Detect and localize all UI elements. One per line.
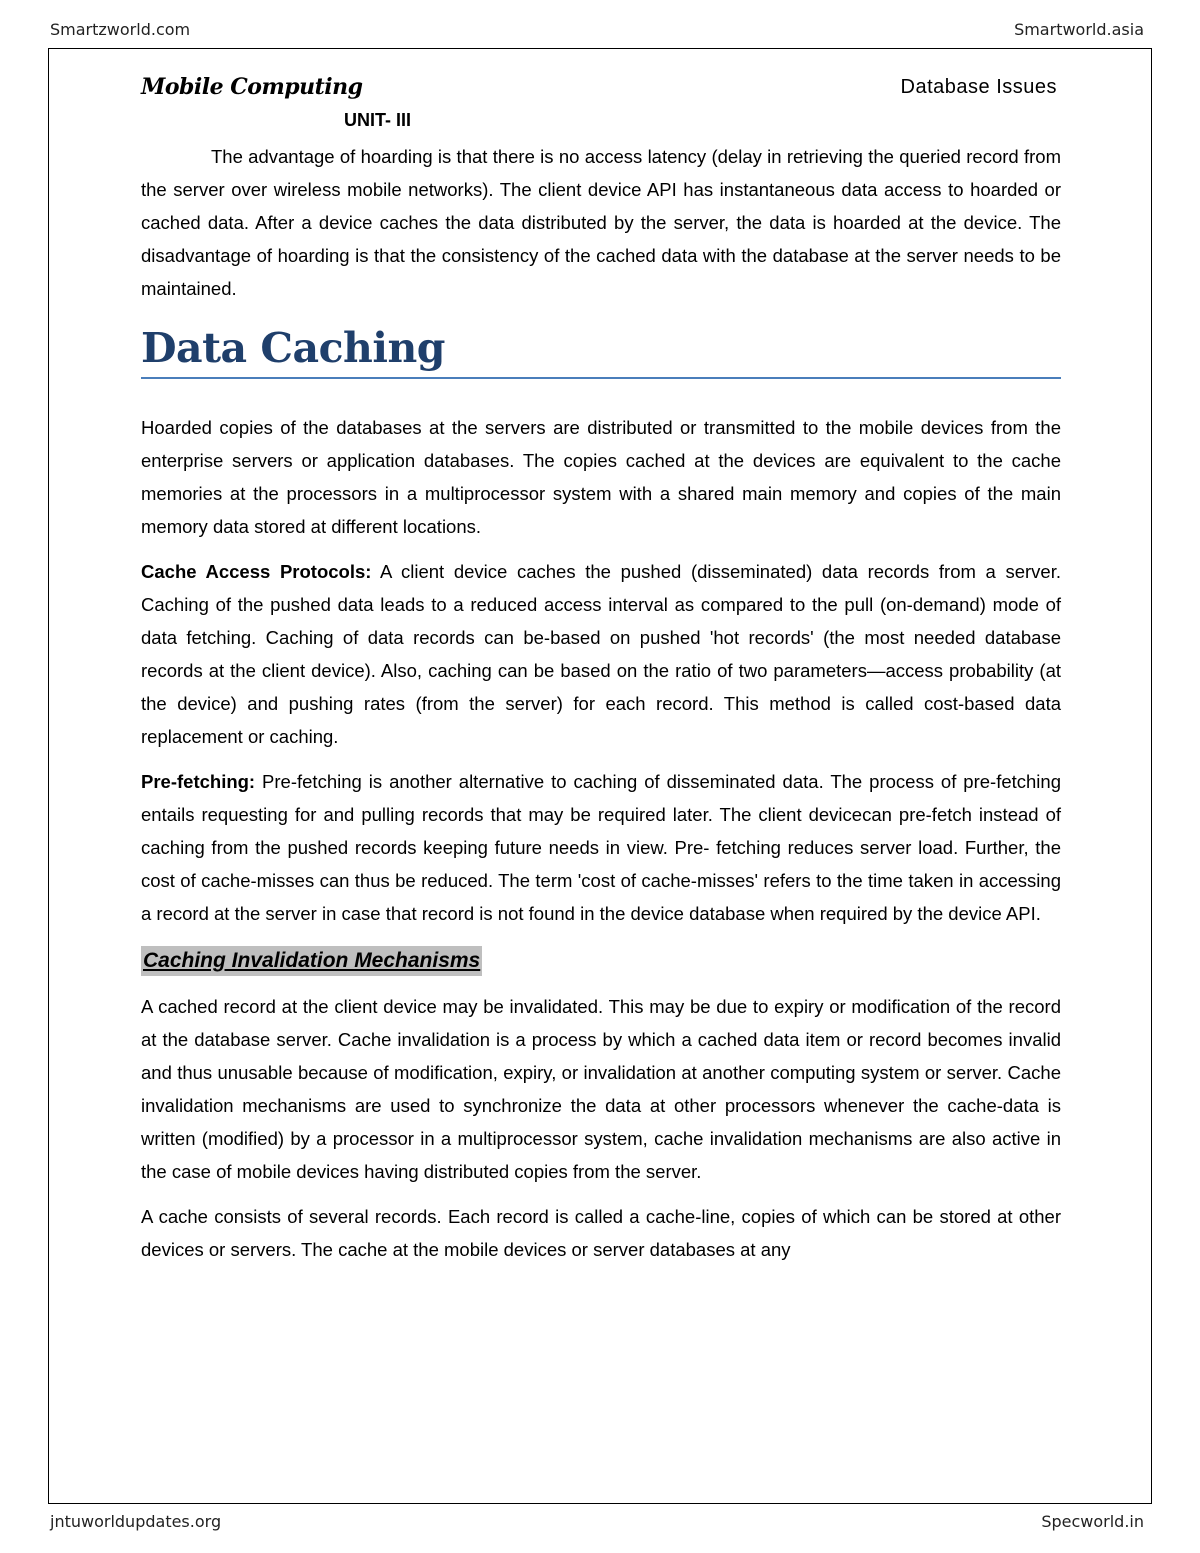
prefetching-text: Pre-fetching is another alternative to caching of disseminated data. The process of pre-fetching entails requesting for and pulling records that may be required later. The client devicecan pre-fetch instead of caching from the pushed records keeping future needs in view. Pre- fetching reduces server load. Further, the cost of cache-misses can thus be reduced. The term 'cost of cache-misses' refers to the time taken in accessing a record at the server in case that record is not found in the device database when required by the device API.: [141, 771, 1061, 924]
intro-paragraph: The advantage of hoarding is that there is no access latency (delay in retrieving the queried record from the server over wireless mobile networks). The client device API has instantaneous data access to hoarded or cached data. After a device caches the data distributed by the server, the data is hoarded at the device. The disadvantage of hoarding is that the consistency of the cached data with the database at the server needs to be maintained.: [141, 146, 1061, 299]
cache-line-paragraph: A cache consists of several records. Each record is called a cache-line, copies of which can be stored at other devices or servers. The cache at the mobile devices or server databases at any: [141, 1206, 1061, 1260]
unit-label: UNIT- III: [344, 110, 411, 130]
invalidation-paragraph: A cached record at the client device may be invalidated. This may be due to expiry or modification of the record at the database server. Cache invalidation is a process by which a cached data item or record becomes invalid and thus unusable because of modification, expiry, or invalidation at another computing system or server. Cache invalidation mechanisms are used to synchronize the data at other processors whenever the cache-data is written (modified) by a processor in a multiprocessor system, cache invalidation mechanisms are also active in the case of mobile devices having distributed copies from the server.: [141, 996, 1061, 1182]
subsection-heading: Caching Invalidation Mechanisms: [141, 946, 482, 976]
prefetching-paragraph: [141, 765, 1061, 930]
cache-access-text: A client device caches the pushed (disseminated) data records from a server. Caching of the pushed data leads to a reduced access interval as compared to the pull (on-demand) mode of data fetching. Caching of data records can be-based on pushed 'hot records' (the most needed database records at the client device). Also, caching can be based on the ratio of two parameters—access probability (at the device) and pushing rates (from the server) for each record. This method is called cost-based data replacement or caching.: [141, 561, 1061, 747]
page-content: [141, 72, 1061, 1266]
course-title: Mobile Computing: [141, 74, 363, 100]
watermark-top-left: Smartzworld.com: [50, 20, 191, 39]
topic-title: Database Issues: [900, 76, 1057, 98]
data-caching-paragraph: Hoarded copies of the databases at the servers are distributed or transmitted to the mobile devices from the enterprise servers or application databases. The copies cached at the devices are equivalent to the cache memories at the processors in a multiprocessor system with a shared main memory and copies of the main memory data stored at different locations.: [141, 417, 1061, 537]
watermark-bottom-left: jntuworldupdates.org: [50, 1512, 222, 1531]
watermark-bottom-right: Specworld.in: [1041, 1512, 1144, 1531]
prefetching-label: Pre-fetching:: [141, 771, 256, 792]
watermark-top-right: Smartworld.asia: [1014, 20, 1144, 39]
cache-access-paragraph: [141, 555, 1061, 753]
running-header: [141, 72, 1061, 106]
cache-access-label: Cache Access Protocols:: [141, 561, 372, 582]
section-heading: Data Caching: [141, 321, 1061, 379]
